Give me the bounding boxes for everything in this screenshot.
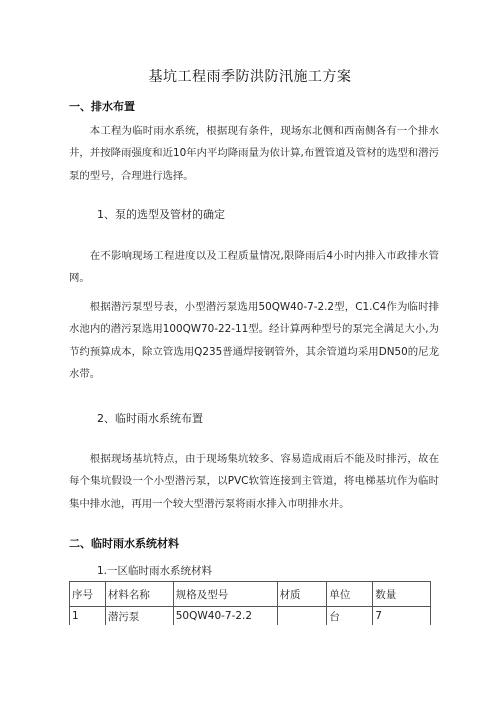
section2-heading: 二、临时雨水系统材料: [69, 537, 179, 550]
cell-spec-model: 50QW40-7-2.2: [173, 607, 277, 626]
header-cell-unit: 单位: [327, 582, 373, 607]
subsection-pump-selection-heading: 1、泵的选型及管材的确定: [97, 208, 225, 221]
header-cell-spec-model: 规格及型号: [173, 582, 277, 607]
cell-material-name: 潜污泵: [105, 607, 173, 626]
header-cell-quantity: 数量: [373, 582, 431, 607]
section1-intro-paragraph: 本工程为临时雨水系统，根据现有条件，现场东北侧和西南侧各有一个排水井，并按降雨强度和近10年内平均降雨量为依计算,布置管道及管材的选型和潜污泵的型号，合理进行选择。: [69, 125, 439, 182]
layout-paragraph: 根据现场基坑特点，由于现场集坑较多、容易造成雨后不能及时排污，故在每个集坑假设一个小型潜污泵，以PVC软管连接到主管道，将电梯基坑作为临时集中排水池，再用一个较大型潜污泵将雨水排入市明排水井。: [69, 453, 439, 510]
table-header-row: [70, 582, 431, 607]
cell-quantity: 7: [373, 607, 431, 626]
header-cell-index: 序号: [70, 582, 106, 607]
pump-model-paragraph: 根据潜污泵型号表，小型潜污泵选用50QW40-7-2.2型，C1.C4作为临时排水池内的潜污泵选用100QW70-22-11型。经计算两种型号的泵完全满足大小,为节约预算成本，除立管选用Q235普通焊接钢管外，其余管道均采用DN50的尼龙水带。: [69, 301, 439, 381]
cell-index: 1: [70, 607, 106, 626]
header-cell-material-name: 材料名称: [105, 582, 173, 607]
section1-heading: 一、排水布置: [69, 100, 135, 113]
document-title: 基坑工程雨季防洪防汛施工方案: [148, 69, 352, 85]
header-cell-material: 材质: [277, 582, 327, 607]
table-row: [70, 607, 431, 626]
cell-unit: 台: [327, 607, 373, 626]
cell-material: [277, 607, 327, 626]
drainage-time-paragraph: 在不影响现场工程进度以及工程质量情况,限降雨后4小时内排入市政排水管网。: [69, 250, 439, 285]
table-caption: 1.一区临时雨水系统材料: [97, 565, 213, 577]
materials-table: [69, 581, 431, 625]
subsection-layout-heading: 2、临时雨水系统布置: [97, 412, 203, 425]
